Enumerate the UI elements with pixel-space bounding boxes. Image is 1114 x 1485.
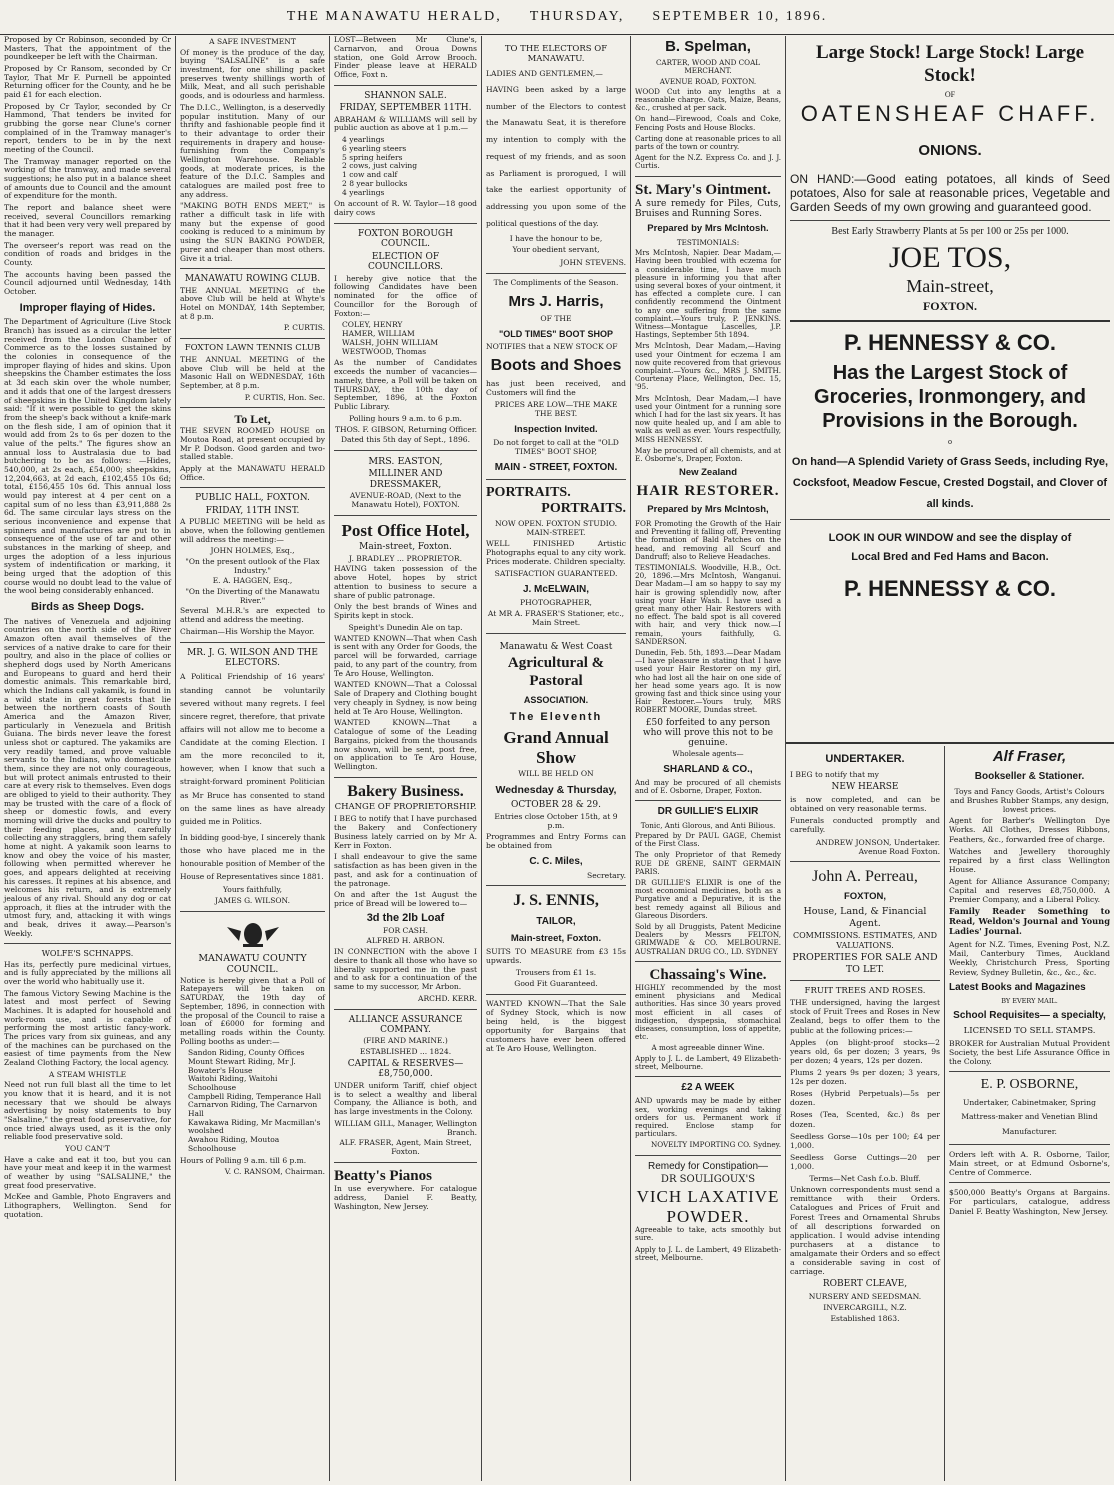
ad-heading: WOLFE'S SCHNAPPS. [41,949,134,959]
letter-text: LADIES AND GENTLEMEN,— [486,69,603,79]
ad-text: INVERCARGILL, N.Z. [823,1303,907,1313]
letter-text: I have the honour to be, [509,234,603,244]
ad-heading: PORTRAITS. [541,501,626,517]
ad-text: COMMISSIONS. ESTIMATES, AND VALUATIONS. [792,931,938,950]
ad-heading: P. HENNESSY & CO. [844,329,1056,355]
ad-heading: UNDERTAKER. [825,753,905,765]
list-item: 5 spring heifers [342,152,403,162]
ad-subheading: PROPERTIES FOR SALE AND TO LET. [792,952,938,975]
ad-text: Agent for Barber's Wellington Dye Works. All Clothes, Dresses Ribbons, Feathers, &c., forwarded free of charge. [949,816,1110,844]
ad-text: ON HAND:—Good eating potatoes, all kinds of Seed potatoes, Also for sale at reasonable prices, Vegetable and Garden Seeds of my own growing and guaranteed good. [790,171,1110,215]
signature: JAMES G. WILSON. [215,896,290,906]
ad-text: Apply to J. L. de Lambert, 49 Elizabeth-street, Melbourne. [635,1053,781,1071]
ad-text: WANTED KNOWN—That a Catalogue of some of the Leading Bargains, picked from the thousands now shown, will be sent, post free, on application to Te Aro House, Wellington. [334,718,477,772]
ad-text: LOST—Between Mr Clune's, Carnarvon, and Oroua Downs station, one Gold Arrow Brooch. Finder please leave at HERALD Office, Foxt n. [334,36,477,79]
ad-text: At MR A. FRASER'S Stationer, etc., Main Street. [487,609,625,628]
ad-heading: Manawatu & West Coast [499,642,613,653]
notice-text: As the number of Candidates exceeds the number of vacancies—namely, three, a Poll will be taken on THURSDAY, the 10th day of September, 1896, at the Foxton Public Library. [334,358,477,412]
ad-text: Agreeable to take, acts smoothly but sure. [635,1225,781,1243]
ad-subheading: DR SOULIGOUX'S [660,1173,756,1185]
ad-text: SATISFACTION GUARANTEED. [494,568,618,578]
article-heading: Improper flaying of Hides. [19,301,156,314]
signature: WILLIAM GILL, Manager, Wellington Branch. [334,1118,477,1137]
notice-text: Apply at the MANAWATU HERALD Office. [180,464,325,482]
list-item: Carnarvon Riding, The Carnarvon Hall [188,1100,318,1119]
ad-heading: A STEAM WHISTLE [48,1069,127,1079]
list-item: 6 yearling steers [342,143,407,153]
ad-subheading: SHARLAND & CO., [663,763,753,775]
ad-text: I BEG to notify that my [790,770,879,780]
ad-text: Need not run full blast all the time to let you know that it is heard, and it is not necessary that we should be always advertising by noisy statements to buy "Salsaline," the great food preservative, for once tried always used, as it is the only reliable food preservative sold. [4,1080,171,1142]
ad-text: Funerals conducted promptly and carefully. [790,816,940,835]
ad-subheading: School Requisites— a specialty, [953,1010,1106,1022]
ad-text: Carting done at reasonable prices to all parts of the town or country. [635,133,781,151]
ad-text: Apply to J. L. de Lambert, 49 Elizabeth-street, Melbourne. [635,1244,781,1262]
ad-heading: Chassaing's Wine. [649,966,767,983]
ad-heading: ONIONS. [918,141,982,159]
ad-heading: DR GUILLIE'S ELIXIR [657,806,759,818]
ad-text: OF THE [540,313,572,323]
ad-text: TESTIMONIALS: [676,237,740,247]
ad-text: is now completed, and can be obtained on very reasonable terms. [790,795,940,814]
list-item: Waitohi Riding, Waitohi Schoolhouse [188,1074,278,1093]
ad-text: SUITS TO MEASURE from £3 15s upwards. [486,947,626,966]
ad-subheading: Prepared by Mrs McIntosh. [647,223,769,235]
signature: ALF. FRASER, Agent, Main Street, Foxton. [339,1138,472,1157]
ad-subheading: MAIN - STREET, FOXTON. [494,462,618,474]
ad-text: OF [944,89,956,99]
speaker: JOHN HOLMES, Esq., [210,546,295,556]
ad-text: May be procured of all chemists, and at E. Osborne's, Draper, Foxton. [635,445,781,464]
letter-text: In bidding good-bye, I sincerely thank those who have placed me in the honourable position of Member of the House of Representatives since 1881. [180,832,325,882]
ad-text: NOTIFIES that a NEW STOCK OF [486,342,618,352]
signature: ARCHD. KERR. [418,993,477,1003]
ad-text: Of money is the produce of the day, buying "SALSALINE" is a safe investment, for one shilling packet preserves twenty shillings worth of Milk, Meat, and all such perishable goods, and is odourless and harmless. [180,47,325,101]
ad-heading: YOU CAN'T [65,1144,110,1154]
list-item: Campbell Riding, Temperance Hall [188,1091,322,1101]
list-item: 2 cows, just calving [342,161,418,171]
ad-subheading: FRIDAY, SEPTEMBER 11TH. [339,103,472,114]
list-item: 4 yearlings [342,187,385,197]
news-paragraph: The overseer's report was read on the condition of roads and bridges in the County. [4,240,171,268]
ad-heading: Alf Fraser, [992,748,1067,765]
ad-text: Terms—Net Cash f.o.b. Bluff. [809,1174,921,1184]
ad-subheading: New Zealand [678,467,738,479]
notice-text: Hours of Polling 9 a.m. till 6 p.m. [180,1155,307,1165]
ad-subheading: MILLINER AND DRESSMAKER, [368,469,443,490]
ad-text: BY EVERY MAIL. [1001,996,1058,1005]
ad-text: BROKER for Australian Mutual Provident Society, the best Life Assurance Office in the Colony. [949,1038,1110,1066]
ad-heading: PORTRAITS. [486,484,571,500]
masthead-day: THURSDAY, [529,9,625,24]
list-item: 4 yearlings [342,135,385,145]
ad-text: Seedless Gorse—10s per 100; £4 per 1,000. [790,1131,940,1150]
ad-text: PHOTOGRAPHER, [520,598,592,608]
list-item: Sandon Riding, County Offices [188,1048,305,1058]
column-5 [631,36,785,1481]
ad-text: The only Proprietor of that Remedy RUE DE GRENE, SAINT GERMAIN PARIS. [635,850,781,876]
ad-subheading: ASSOCIATION. [523,695,589,706]
list-item: 2 8 year bullocks [342,178,408,188]
ad-text: Secretary. [587,870,626,880]
price-heading: 3d the 2lb Loaf [366,911,445,924]
notice-text: Several M.H.R.'s are expected to attend and address the meeting. [180,606,325,625]
testimonial: Mrs McIntosh, Dear Madam,—Having used your Ointment for eczema I am now quite recovered from that grievous complaint.—Yours &c., MRS J. SMITH. Courtenay Place, Wellington, Dec. 15, '95. [635,341,781,392]
ad-text: Plums 2 years 9s per dozen; 3 years, 12s per dozen. [790,1068,940,1087]
ad-text: A most agreeable dinner Wine. [651,1043,765,1053]
ad-subheading: LICENSED TO SELL STAMPS. [963,1026,1096,1037]
ad-subheading: CHANGE OF PROPRIETORSHIP. [334,802,477,813]
notice-heading: MANAWATU ROWING CLUB. [184,274,321,285]
news-paragraph: The Tramway manager reported on the working of the tramway, and made several suggestions; he also put in a balance sheet of amounts due to Council and the amount of expenditure for the month. [4,156,171,201]
ad-text: Roses (Hybrid Perpetuals)—5s per dozen. [790,1089,940,1108]
column-2 [176,36,329,1481]
notice-heading: PUBLIC HALL, FOXTON. [195,493,310,504]
ad-text: Seedless Gorse Cuttings—20 per 1,000. [790,1152,940,1172]
ad-text: WANTED KNOWN—That when Cash is sent with any Order for Goods, the parcel will be forwarded, carriage paid, to any part of the country, from Te Aro House, Wellington. [334,633,477,678]
ad-text: AVENUE ROAD, FOXTON. [659,76,757,86]
notice-heading: To Let, [234,412,271,427]
ad-text: "MAKING BOTH ENDS MEET," is rather a difficult task in life with many but the expense of good cooking is reduced to a minimum by using the SUN BAKING POWDER, purer and cheaper than most others. Give it a trial. [180,201,325,263]
ad-heading: VICH LAXATIVE POWDER. [636,1187,780,1226]
ad-text: $500,000 Beatty's Organs at Bargains. For particulars, catalogue, address Daniel F. Beatty Washington, New Jersey. [949,1188,1110,1216]
letter-heading: TO THE ELECTORS OF MANAWATU. [504,44,608,65]
ad-text: Toys and Fancy Goods, Artist's Colours and Brushes Rubber Stamps, any design, lowest prices. [950,787,1109,815]
ad-subheading: TAILOR, [536,916,576,928]
notice-subheading: FRIDAY, 11TH INST. [205,505,300,516]
ad-subheading: "OLD TIMES" BOOT SHOP [498,328,614,339]
speaker: E. A. HAGGEN, Esq., [212,576,293,586]
ad-heading: FRUIT TREES AND ROSES. [804,986,926,997]
ad-text: Best Early Strawberry Plants at 5s per 100 or 25s per 1000. [831,225,1069,237]
notice-text: A PUBLIC MEETING will be held as above, when the following gentlemen will address the meeting:— [180,517,325,544]
ad-text: FOR CASH. [383,925,428,935]
ad-text: Apples (on blight-proof stocks—2 years old, 6s per dozen; 3 years, 9s per dozen; 4 years, 12s per dozen. [790,1037,940,1065]
ad-text: The D.I.C., Wellington, is a deservedly popular institution. Many of our thrifty and fashionable people find it to their advantage to order their requirements in drapery and house-furnishing from the Company's Wellington Warehouse. Reliable goods, at moderate prices, is the feature of the D.I.C. Samples and catalogues are mailed post free to any address. [180,102,325,199]
ad-text: WOOD Cut into any lengths at a reasonable charge. Oats, Maize, Beans, &c., crushed at per sack. [635,86,781,113]
ad-heading: Agricultural & Pastoral [507,654,605,689]
signature: Yours faithfully, [223,885,282,895]
masthead-date: SEPTEMBER 10, 1896. [652,9,828,24]
notice-heading: FOXTON LAWN TENNIS CLUB [184,343,321,354]
ad-text: Established 1863. [830,1314,900,1324]
ad-heading: Grand Annual Show [503,727,609,767]
list-item: Mount Stewart Riding, Mr J. Bowater's House [188,1056,296,1075]
list-item: WESTWOOD, Thomas [342,346,427,356]
signature: V. C. RANSOM, Chairman. [224,1167,325,1177]
ad-text: Do not forget to call at the "OLD TIMES" BOOT SHOP, [493,438,619,457]
ad-text: IN CONNECTION with the above I desire to thank all those who have so liberally supported me in the past and to ask for a continuation of the same to my successor, Mr Arbon. [334,947,477,992]
ad-heading: £2 A WEEK [681,1081,735,1093]
ad-subheading: Inspection Invited. [514,424,598,436]
speaker-topic: "On the present outlook of the Flax Industry." [185,557,320,575]
ad-heading: John A. Perreau, [812,867,918,885]
ad-text: Sold by all Druggists, Patent Medicine Dealers by Messrs FELTON, GRIMWADE & CO. MELBOURNE. AUSTRALIAN DRUG CO., LD. SYDNEY [635,922,781,956]
ad-subheading: Latest Books and Magazines [949,981,1086,993]
list-item: 1 cow and calf [342,170,398,180]
notice-heading: FOXTON BOROUGH COUNCIL. [358,228,453,250]
column-7 [786,748,944,1481]
ad-subheading: Main-street, Foxton. [510,933,602,945]
ad-text: WELL FINISHED Artistic Photographs equal to any city work. Prices moderate. Children specialty. [486,538,626,566]
masthead [0,0,1114,35]
candidate-list [342,321,477,356]
ad-text: J. BRADLEY ... PROPRIETOR. [349,553,462,563]
ad-text: Wholesale agents— [672,749,744,759]
ad-text: On hand—A Splendid Variety of Grass Seeds, including Rye, Cocksfoot, Meadow Fescue, Crested Dogstail, and Clover of all kinds. [791,455,1109,510]
ad-text: CARTER, WOOD AND COAL MERCHANT. [655,58,761,76]
ad-text: NOW OPEN. FOXTON STUDIO. MAIN-STREET. [494,518,618,537]
ad-heading: J. S. ENNIS, [513,892,599,910]
ad-text: NEW HEARSE [831,782,899,793]
notice-text: Notice is hereby given that a Poll of Ratepayers will be taken on SATURDAY, the 19th day of September, 1896, in connection with the proposal of the Council to raise a loan of £6000 for forming and metalling roads within the County. Polling booths as under:— [180,975,325,1046]
ad-heading: MRS. EASTON, [368,456,443,468]
ad-text: Entries close October 15th, at 9 p.m. [494,811,618,830]
ad-text: In use everywhere. For catalogue address, Daniel F. Beatty, Washington, New Jersey. [334,1184,477,1211]
ad-heading: SHANNON SALE. [364,90,447,101]
ad-text: Watches and Jewellery thoroughly repaired by a first class Wellington House. [949,846,1110,874]
ad-heading: Boots and Shoes [490,357,622,375]
signature: ALFRED H. ARBON. [366,936,445,946]
news-paragraph: Proposed by Cr Robinson, seconded by Cr Masters, That the appointment of the poundkeeper be left with the Chairman. [4,36,171,62]
ad-subheading: The Eleventh [509,710,603,723]
ad-text: On account of R. W. Taylor—18 good dairy cows [334,199,477,218]
notice-text: THE ANNUAL MEETING of the above Club will be held at the Masonic Hall on WEDNESDAY, 16th September, at 8 p.m. [180,354,325,390]
ad-text: Local Bred and Fed Hams and Bacon. [851,550,1049,563]
ad-heading: B. Spelman, [665,38,751,55]
letter-text: HAVING been asked by a large number of the Electors to contest the Manawatu Seat, it is therefore my intention to comply with the request of my friends, and as soon as Parliament is prorogued, I will take the earliest opportunity of addressing you upon some of the political questions of the day. [486,84,626,228]
ad-text: NURSERY AND SEEDSMAN. [808,1292,922,1302]
ad-text: I BEG to notify that I have purchased the Bakery and Confectionery Business lately carried on by Mr A. Kerr in Foxton. [334,814,477,850]
ad-heading: Remedy for Constipation— [647,1160,769,1172]
ad-text: Agent for N.Z. Times, Evening Post, N.Z. Mail, Canterbury Times, Auckland Weekly, Christchurch Press, Sporting Review, Sydney Bulletin, &c., &c., &c. [949,940,1110,977]
ad-text: A sure remedy for Piles, Cuts, Bruises and Running Sores. [635,198,781,219]
notice-text: Polling hours 9 a.m. to 6 p.m. [349,413,462,423]
ad-text: PRICES ARE LOW—THE MAKE THE BEST. [494,400,618,419]
ad-heading: E. P. OSBORNE, [980,1076,1079,1092]
ad-text: Only the best brands of Wines and Spirits kept in stock. [334,602,477,621]
ad-heading: Post Office Hotel, [341,520,470,540]
news-paragraph: The natives of Venezuela and adjoining countries on the north side of the River Amazon often avail themselves of the services of a native drake to care for their poultry, and also in the place of collies or shepherd dogs used by North Americans and Europeans to guard and herd their domestic animals. This remarkable bird, which the Indians call yakamik, is found in a wild state in great forests that lie between the northern coasts of South America and the Amazon River, particularly in Venezuela and British Guiana. The birds never leave the forest unless shot or captured. The yakamiks are very readily tamed, and prove valuable servants to the Indians, who domesticate them, since they are not only courageous, but will protect animals entrusted to their care at every risk to themselves. Even dogs are obliged to yield to their authority. They may be trusted with the care of a flock of sheep or domestic fowls, and every morning will drive the ducks and poultry to their feeding places, and, carefully collecting any stragglers, bring them safely home at night. A yakamik soon learns to know and obey the voice of his master, following when permitted wherever he goes, and appears delighted at receiving his caresses. It repines at his absence, and welcomes his return, and is extremely jealous of any rival. Should any dog or cat approach, it flies at the intruder with the utmost fury, and, attacking it with wings and beak, drives it away.—Pearson's Weekly. [4,616,171,938]
ad-text: Speight's Dunedin Ale on tap. [348,622,463,632]
ad-text: The famous Victory Sewing Machine is the latest and most perfect of Sewing Machines. It is adapted for household and work-room use, and is capable of performing the most artistic fancy-work. The prices vary from six guineas, and any of the machines can be purchased on the easiest of time payments from the New Zealand Clothing Factory, the local agency. [4,988,171,1068]
signature: JOHN STEVENS. [560,258,626,268]
signature: P. CURTIS. [283,323,325,333]
ad-text: HIGHLY recommended by the most eminent physicians and Medical authorities. Has since 30 years proved most efficient in all cases of indigestion, dyspepsia, stomachical diseases, consumption, loss of appetite, etc. [635,982,781,1042]
ad-text: Unknown correspondents must send a remittance with their Orders. Catalogues and Prices of Fruit and Forest Trees and Ornamental Shrubs of all descriptions forwarded on application. I would advise intending purchasers at a distance to amalgamate their Orders and so effect a considerable saving in cost of carriage. [790,1185,940,1277]
notice-heading: MANAWATU COUNTY COUNCIL. [198,952,307,975]
list-item: Awahou Riding, Moutoa Schoolhouse [188,1135,280,1153]
ad-text: And may be procured of all chemists and of E. Osborne, Draper, Foxton. [635,778,781,796]
ad-text: On and after the 1st August the price of Bread will be lowered to— [334,890,477,909]
column-1 [0,36,175,1481]
notice-text: I hereby give notice that the following Candidates have been nominated for the office of Councillor for the Borough of Foxton:— [334,273,477,318]
column-8 [945,748,1114,1481]
speaker-topic: "On the Diverting of the Manawatu River." [185,587,320,605]
coat-of-arms-icon [223,917,283,949]
notice-text: Chairman—His Worship the Mayor. [180,626,315,636]
ad-text: On hand—Firewood, Coals and Coke, Fencing Posts and House Blocks. [635,114,781,132]
ad-text: £50 forfeited to any person who will prove this not to be genuine. [642,717,774,749]
ad-text: McKee and Gamble, Photo Engravers and Lithographers, Wellington. Send for quotation. [4,1192,171,1219]
ad-text: HAVING taken possession of the above Hotel, hopes by strict attention to business to secure a share of public patronage. [334,564,477,600]
article-heading: Birds as Sheep Dogs. [30,600,145,613]
ad-text: House, Land, & Financial Agent. [803,906,927,929]
column-3 [330,36,481,1481]
ad-text: (FIRE AND MARINE.) [363,1036,448,1046]
signature: ANDREW JONSON, Undertaker. Avenue Road Foxton. [815,837,940,856]
ad-heading: Has the Largest Stock of Groceries, Ironmongery, and Provisions in the Borough. [814,362,1086,433]
ad-heading: JOE TOS, [888,240,1012,274]
ad-heading: ALLIANCE ASSURANCE COMPANY. [348,1014,463,1036]
signature: P. CURTIS, Hon. Sec. [244,392,325,402]
ad-text: WILL BE HELD ON [518,768,594,778]
list-item: Kawakawa Riding, Mr Macmillan's woolshed [188,1117,321,1136]
testimonial: Mrs McIntosh, Napier. Dear Madam,—Having been troubled with eczema for a considerable time, I have much pleasure in informing you that after using several boxes of your ointment, it has effected a complete cure. I can confidently recommend the Ointment to any one suffering from the same complaint.—Yours truly, P. JENKINS. Witness—Montague Lascelles, J.P. Hastings, September 5th 1894. [635,248,781,340]
ad-subheading: OCTOBER 28 & 29. [511,800,601,811]
ad-text: Agent for the N.Z. Express Co. and J. J. Curtis. [635,153,781,171]
ad-text: THE undersigned, having the largest stock of Fruit Trees and Roses in New Zealand, begs to offer them to the public at the following prices:— [790,998,940,1035]
polling-booth-list [188,1049,325,1153]
ad-heading: Bakery Business. [347,782,464,800]
ad-text: NOVELTY IMPORTING CO. Sydney. [650,1140,781,1150]
ad-text: AVENUE-ROAD, (Next to the Manawatu Hotel), FOXTON. [349,491,462,509]
ad-text: has just been received, and Customers will find the [486,379,626,398]
auction-lot-list [342,136,477,197]
ad-heading: Large Stock! Large Stock! Large Stock! [815,42,1085,86]
ad-heading: HAIR RESTORER. [636,483,780,500]
ad-heading: Mrs J. Harris, [508,293,604,311]
ad-text: FOR Promoting the Growth of the Hair and Preventing it falling off, Preventing the formation of Bald Patches on the head, and removing all Scurf and Dandruff; also to Relieve Headaches. [635,518,781,561]
letter-text: Your obedient servant, [512,245,600,255]
ad-text: Has its, perfectly pure medicinal virtues, and is fully appreciated by the millions all over the world who habitually use it. [4,959,171,986]
ad-heading: A SAFE INVESTMENT [209,37,296,46]
ad-text: Undertaker, Cabinetmaker, Spring Mattress-maker and Venetian Blind Manufacturer. [961,1097,1098,1136]
testimonial: TESTIMONIALS. Woodville, H.B., Oct. 20, 1896.—Mrs McIntosh, Wanganui. Dear Madam—I am so happy to say my hair is growing splendidly now, after using your Hair Wash. I have used a great many other Hair Restorers with no effect. The bald spot is all covered with hair, and very thick now.—I remain, yours faithfully, G. SANDERSON. [635,563,781,646]
masthead-title: THE MANAWATU HERALD, [286,9,502,24]
list-item: HAMER, WILLIAM [342,329,415,339]
ad-text: Orders left with A. R. Osborne, Tailor, Main street, or at Edmund Osborne's, Centre of Commerce. [949,1149,1110,1178]
ad-text: Programmes and Entry Forms can be obtained from [486,831,626,850]
ad-text: WANTED KNOWN—That the Sale of Sydney Stock, which is now being held, is the biggest opportunity for Bargains that customers have ever been offered at Te Aro House, Wellington. [486,999,626,1053]
ad-heading: St. Mary's Ointment. [635,181,771,198]
ad-subheading: Wednesday & Thursday, [495,783,617,796]
ad-text: AND upwards may be made by either sex, working evenings and taking orders for us. Permanent work if required. Enclose stamp for particulars. [635,1096,781,1139]
signature: ROBERT CLEAVE, [822,1279,908,1290]
ad-text: I shall endeavour to give the same satisfaction as has been given in the past, and ask for a continuation of the patronage. [334,852,477,888]
ad-subheading: J. McELWAIN, [522,583,590,595]
news-paragraph: Proposed by Cr Ransom, seconded by Cr Taylor, That Mr F. Purnell be appointed Returning officer for the County, and he be paid £1 for each election. [4,64,171,100]
notice-subheading: ELECTION OF COUNCILLORS. [368,251,443,273]
ad-text: DR GUILLIE'S ELIXIR is one of the most economical medicines, both as a Purgative and a Depurative, it is the best remedy against all Bilious and Glareous Disorders. [635,878,781,920]
ad-subheading: Prepared by Mrs McIntosh, [647,504,769,516]
news-paragraph: The report and balance sheet were received, several Councillors remarking that it had been very very well prepared by the manager. [4,203,171,239]
column-4 [482,36,630,1481]
notice-text: THE ANNUAL MEETING of the above Club will be held at Whyte's Hotel on MONDAY, 14th September, at 8 p.m. [180,285,325,321]
ad-heading: Beatty's Pianos [334,1167,432,1184]
letter-text: A Political Friendship of 16 years' standing cannot be voluntarily severed without many regrets. I feel sincere regret, therefore, that private affairs will not allow me to become a Candidate at the coming Election. I am the more reconciled to it, however, when I know that such a straight-forward prominent Politician as Mr Bruce has consented to stand on the same lines as have already guided me in Politics. [180,672,325,826]
ad-text: UNDER uniform Tariff, chief object is to select a wealthy and liberal Company, the Alliance is both, and has large investments in the Colony. [334,1080,477,1117]
news-paragraph: The Department of Agriculture (Live Stock Branch) has issued as a circular the letter received from the London Chamber of Commerce as to the losses sustained by the colonies in consequence of the improper flaying of hides and skins. Upon sheepskins the Chamber estimates the loss at 3d each skin over the whole number, and it adds that one of the largest dressers of sheepskins in the United Kingdom lately said: "If it were possible to get the skins from the sheep's back without a knife-mark on the flesh side, I am of opinion that it would add from 2s to 6s per dozen to the value of the pelts." The figures show an annual loss to Australasia due to bad butchering to be as follows: —Hides, 540,000, at 2s each, £54,000; sheepskins, 12,204,663, at 2d each, £102,455 10s 6d; total, £156,455 10s 6d. This annual loss would pay interest at 4 per cent on a capital sum of no less than £3,911,888 2s 6d. The same circular lays stress on the serious inconvenience and expense that spinners and manufactures are put to in consequence of the use of tar and other substances in the marking of sheep, and urges the adoption of a less injurious system of indentification or marking, it being urged that the adoption of this course would no doubt lead to the value of the wool being considerably enhanced. [4,317,171,596]
ad-text: ABRAHAM & WILLIAMS will sell by public auction as above at 1 p.m.— [334,114,477,133]
ad-subheading: FOXTON. [922,299,978,314]
notice-text: THE SEVEN ROOMED HOUSE on Moutoa Road, at present occupied by Mr P. Dodson. Good garden and two-stalled stable. [180,426,325,462]
ad-text: Roses (Tea, Scented, &c.) 8s per dozen. [790,1110,940,1129]
list-item: WALSH, JOHN WILLIAM [342,337,439,347]
news-paragraph: The accounts having been passed the Council adjourned until Wednesday, 14th October. [4,269,171,297]
ad-subheading: FOXTON, [843,890,887,902]
ad-subheading: CAPITAL & RESERVES—£8,750,000. [347,1058,464,1080]
ad-heading: P. HENNESSY & CO. [844,575,1056,596]
testimonial: Dunedin, Feb. 5th, 1893.—Dear Madam—I have pleasure in stating that I have used your Hair Restorer on my girl, who had lost all the hair on one side of her head some years ago. It is now growing fast and thick since using your Hair Restorer.—Yours truly, MRS ROBERT MOORE, Dundas street. [635,648,781,715]
ad-text: LOOK IN OUR WINDOW and see the display of [828,532,1072,545]
notice-heading: MR. J. G. WILSON AND THE ELECTORS. [187,647,318,668]
ad-text: Trousers from £1 1s. [515,968,597,978]
ad-text: Prepared by Dr PAUL GAGE, Chemist of the First Class. [635,831,781,849]
ad-text: Tonic, Anti Glorous, and Anti Bilious. [640,820,776,830]
testimonial: Mrs McIntosh, Dear Madam,—I have used your Ointment for a running sore which I had for the last six years. It has now quite healed up, and I am able to walk as well as ever. Yours respectfully, MISS HENNESSY. [635,393,781,444]
notice-text: Dated this 5th day of Sept., 1896. [341,435,470,445]
news-paragraph: Proposed by Cr Taylor, seconded by Cr Hammond, That tenders be invited for grubbing the gorse near Clune's corner complained of in the Tramway manager's report, tenders to be in by the next meeting of the Council. [4,101,171,155]
list-item: COLEY, HENRY [342,320,403,330]
ad-heading: OATENSHEAF CHAFF. [800,101,1100,127]
ad-text: Good Fit Guaranteed. [514,979,598,989]
ad-text: Have a cake and eat it too, but you can have your meat and keep it in the warmest of weather by using "SALSALINE," the great food preservative. [4,1154,171,1190]
ad-text: Agent for Alliance Assurance Company; Capital and reserves £8,750,000. A Premier Company, and a Liberal Policy. [949,876,1110,905]
ad-heading: C. C. Miles, [529,855,583,867]
ad-text: Main-street, Foxton. [359,542,452,553]
ad-text: WANTED KNOWN—That a Colossal Sale of Drapery and Clothing bought very cheaply in Sydney, is now being held at Te Aro House, Wellington. [334,680,477,716]
ad-subheading: Bookseller & Stationer. [974,771,1085,782]
ad-text: Family Reader Something to Read, Weldon's Journal and Young Ladies' Journal. [949,906,1110,937]
signature: THOS. F. GIBSON, Returning Officer. [334,424,477,434]
ad-text: ESTABLISHED ... 1824. [359,1047,452,1057]
column-6: Large Stock! Large Stock! Large Stock! OF OATENSHEAF CHAFF. ONIONS. ON HAND:—Good eating potatoes, all kinds of Seed potatoes, Also for sale at reasonable prices, Vegetable and Garden Seeds of my own growing and guaranteed good. Best Early Strawberry Plants at 5s per 100 or 25s per 1000. JOE TOS, Main-street, FOXTON. P. HENNESSY & CO. Has the Largest Stock of Groceries, Ironmongery, and Provisions in the Borough. o On hand—A Splendid Variety of Grass Seeds, including Rye, Cocksfoot, Meadow Fescue, Crested Dogstail, and Clover of all kinds. LOOK IN OUR WINDOW and see the display of Local Bred and Fed Hams and Bacon. P. HENNESSY & CO. [786,36,1114,596]
ad-text: The Compliments of the Season. [493,278,619,288]
ad-subheading: Main-street, [906,275,994,296]
